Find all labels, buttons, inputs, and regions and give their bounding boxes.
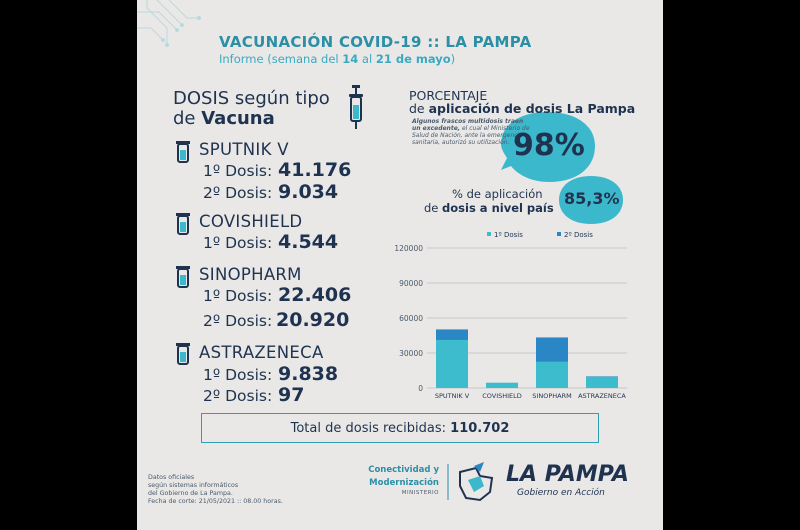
- dose1-label: 1º Dosis:: [203, 287, 273, 305]
- percentage-note: Algunos frascos multidosis traen un excedente, el cual el Ministerio de Salud de Nación, ante la emergencia sanitaria, autorizó su utilización.: [412, 118, 530, 146]
- y-tick-label: 90000: [399, 279, 423, 288]
- bar-segment: [586, 377, 618, 388]
- brand-tagline: Gobierno en Acción: [517, 488, 605, 498]
- y-tick-label: 60000: [399, 314, 423, 323]
- la-pampa-percentage: 98%: [513, 128, 585, 163]
- ministry-line3: MINISTERIO: [401, 490, 439, 496]
- vial-icon: [175, 140, 191, 164]
- page-title: VACUNACIÓN COVID-19 :: LA PAMPA: [219, 33, 532, 51]
- bar-segment: [536, 337, 568, 361]
- vaccine-name-sputnik: SPUTNIK V: [199, 140, 289, 159]
- y-tick-label: 120000: [394, 244, 423, 253]
- vial-icon: [175, 342, 191, 366]
- dose1-label: 1º Dosis:: [203, 234, 273, 252]
- x-tick-label: ASTRAZENECA: [578, 392, 626, 400]
- ministry-line1: Conectividad y: [368, 465, 439, 475]
- syringe-icon: [344, 83, 368, 133]
- bar-segment: [536, 362, 568, 388]
- legend-swatch: [557, 232, 561, 236]
- circuit-decoration: [137, 0, 207, 60]
- y-tick-label: 0: [418, 384, 423, 393]
- legend-swatch: [487, 232, 491, 236]
- dose2-label: 2º Dosis:: [203, 184, 273, 202]
- ministry-line2: Modernización: [369, 478, 439, 488]
- dose2-label: 2º Dosis:: [203, 312, 273, 330]
- brand-name: LA PAMPA: [506, 462, 629, 487]
- bar-segment: [586, 376, 618, 377]
- doses-bar-chart: [383, 226, 633, 412]
- x-tick-label: SINOPHARM: [532, 392, 572, 400]
- dose1-value: 22.406: [278, 284, 352, 306]
- bar-segment: [436, 340, 468, 388]
- total-label: Total de dosis recibidas: 110.702: [290, 421, 510, 436]
- legend-label: 1º Dosis: [494, 231, 523, 239]
- total-box: [201, 413, 599, 443]
- la-pampa-logo-icon: [446, 460, 502, 504]
- vaccine-name-sinopharm: SINOPHARM: [199, 265, 302, 284]
- dose2-value: 20.920: [276, 309, 350, 331]
- x-tick-label: SPUTNIK V: [434, 392, 470, 400]
- dose1-value: 41.176: [278, 159, 352, 181]
- national-subtitle: de dosis a nivel país: [424, 201, 554, 215]
- dose1-value: 9.838: [278, 363, 339, 385]
- infographic-poster: [137, 0, 663, 530]
- dose2-value: 9.034: [278, 181, 339, 203]
- dose2-value: 97: [278, 384, 305, 406]
- percentage-title: PORCENTAJE: [409, 88, 488, 103]
- y-tick-label: 30000: [399, 349, 423, 358]
- vaccine-name-covishield: COVISHIELD: [199, 212, 303, 231]
- dose1-label: 1º Dosis:: [203, 162, 273, 180]
- dosis-section-title: DOSIS según tipo: [173, 88, 330, 109]
- bar-segment: [486, 383, 518, 388]
- national-title: % de aplicación: [452, 187, 543, 201]
- legend-label: 2º Dosis: [564, 231, 593, 239]
- vaccine-name-astrazeneca: ASTRAZENECA: [199, 343, 324, 362]
- percentage-subtitle: de aplicación de dosis La Pampa: [409, 101, 636, 116]
- dose2-label: 2º Dosis:: [203, 387, 273, 405]
- bar-segment: [436, 329, 468, 340]
- dose1-value: 4.544: [278, 231, 339, 253]
- x-tick-label: COVISHIELD: [482, 392, 522, 400]
- page-subtitle: Informe (semana del 14 al 21 de mayo): [219, 52, 456, 66]
- dose1-label: 1º Dosis:: [203, 366, 273, 384]
- vial-icon: [175, 265, 191, 289]
- footer-source: Datos oficiales según sistemas informáticos del Gobierno de La Pampa. Fecha de corte: 21/05/2021 :: 08.00 horas.: [148, 474, 283, 505]
- dosis-section-title-line2: de Vacuna: [173, 108, 275, 129]
- national-percentage: 85,3%: [564, 189, 620, 208]
- vial-icon: [175, 212, 191, 236]
